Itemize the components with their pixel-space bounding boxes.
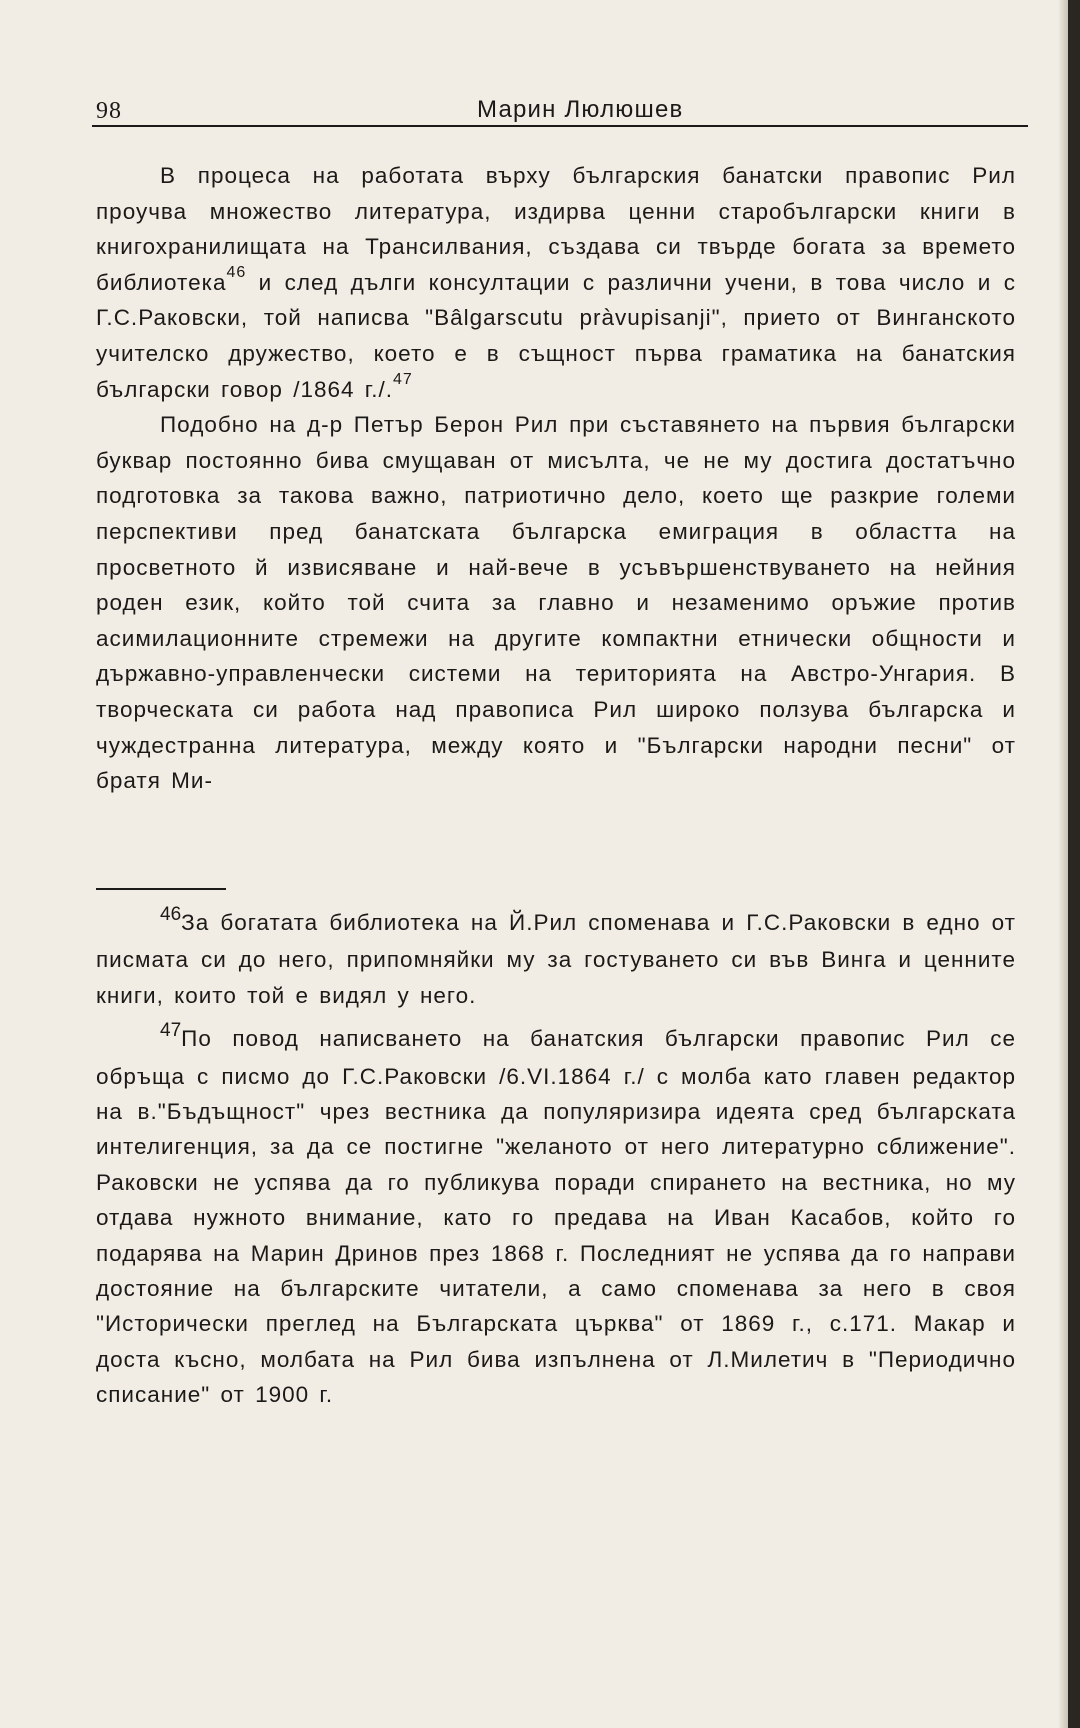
paragraph-text: В процеса на работата върху българския банатски правопис Рил проучва множество литература, издирва ценни старобългарски книги в книгохранилищата на Трансилвания, създава си твърде богата за времето библиотека bbox=[96, 163, 1016, 295]
paragraph bbox=[96, 407, 1016, 799]
running-head: Марин Люлюшев bbox=[477, 96, 684, 123]
page-edge bbox=[1068, 0, 1080, 1728]
footnote bbox=[96, 905, 1016, 1013]
page-edge-shadow bbox=[1058, 0, 1068, 1728]
footnote-reference[interactable]: 46 bbox=[226, 264, 247, 282]
paragraph-text: и след дълги консултации с различни учени, в това число и с Г.С.Раковски, той написва "Bâlgarscutu pràvupisanji", прието от Винганското учителско дружество, което е в същност първа граматика на банатския български говор /1864 г./. bbox=[96, 269, 1016, 402]
footnote-number: 47 bbox=[160, 1020, 182, 1042]
header-rule bbox=[92, 125, 1028, 127]
footnote-text: По повод написването на банатския български правопис Рил се обръща с писмо до Г.С.Раковски /6.VI.1864 г./ с молба като главен редактор на в."Бъдъщност" чрез вестника да популяризира идеята сред българската интелигенция, за да се постигне "желаното от него литературно сближение". Раковски не успява да го публикува поради спирането на вестника, но му отдава нужното внимание, като го предава на Иван Касабов, който го подарява на Марин Дринов през 1868 г. Последният не успява да го направи достояние на българските читатели, а само споменава за него в своя "Исторически преглед на Българската църква" от 1869 г., с.171. Макар и доста късно, молбата на Рил бива изпълнена от Л.Милетич в "Периодично списание" от 1900 г. bbox=[96, 1026, 1016, 1408]
footnote-text: За богатата библиотека на Й.Рил споменава и Г.С.Раковски в едно от писмата си до него, припомняйки му за гостуването си във Винга и ценните книги, които той е видял у него. bbox=[96, 910, 1016, 1008]
paragraph-text: Подобно на д-р Петър Берон Рил при съставянето на първия български буквар постоянно бива смущаван от мисълта, че не му достига достатъчно подготовка за такова важно, патриотично дело, което ще разкрие големи перспективи пред банатската българска емиграция в областта на просветното й извисяване и най-вече в усъвършенствуването на нейния роден език, който той счита за главно и незаменимо оръжие против асимилационните стремежи на другите компактни етнически общности и държавно-управленчески системи на територията на Австро-Унгария. В творческата си работа над правописа Рил широко ползува българска и чуждестранна литература, между която и "Български народни песни" от братя Ми- bbox=[96, 412, 1016, 794]
footnotes bbox=[96, 905, 1016, 1413]
footnote-rule bbox=[96, 888, 226, 890]
paragraph bbox=[96, 158, 1016, 407]
footnote-number: 46 bbox=[160, 904, 182, 925]
body-text bbox=[96, 158, 1016, 799]
footnote bbox=[96, 1021, 1016, 1412]
footnote-reference[interactable]: 47 bbox=[392, 371, 413, 389]
page-header bbox=[92, 92, 1028, 128]
page-number: 98 bbox=[96, 98, 122, 124]
